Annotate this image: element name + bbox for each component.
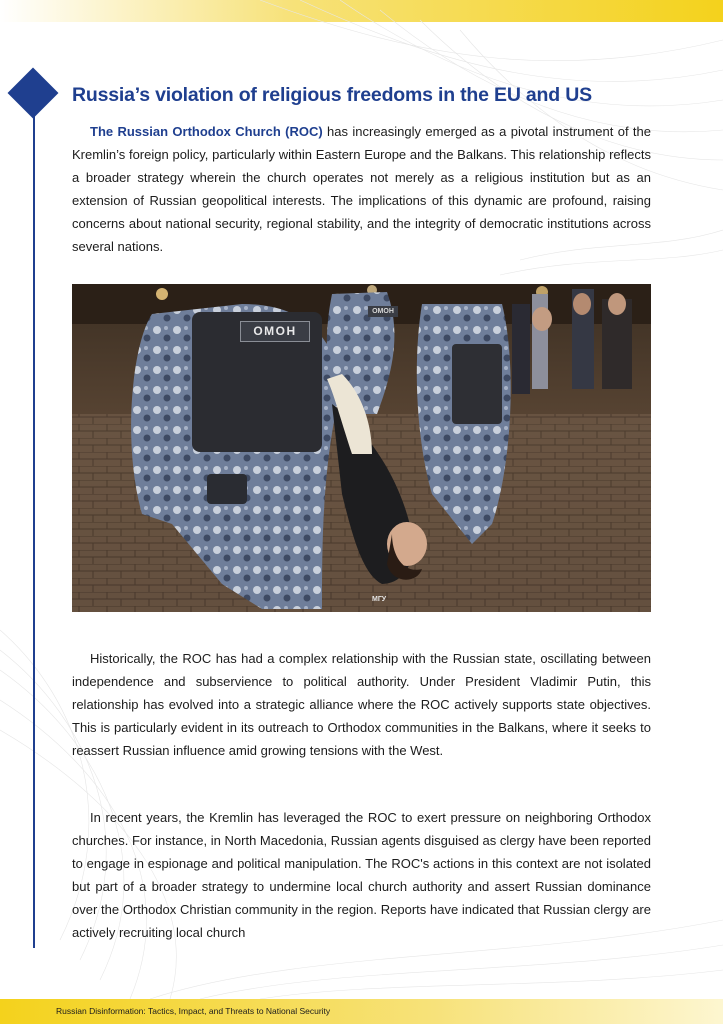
paragraph-history bbox=[72, 647, 651, 762]
section-title: Russia’s violation of religious freedoms in the EU and US bbox=[72, 84, 592, 106]
paragraph-history-text: Historically, the ROC has had a complex relationship with the Russian state, oscillating between independence and subservience to political authority. Under President Vladimir Putin, this relationship has evolved into a strategic alliance where the ROC actively supports state objectives. This is particularly evident in its outreach to Orthodox communities in the Balkans, where it seeks to reassert Russian influence amid growing tensions with the West. bbox=[72, 651, 651, 758]
paragraph-recent bbox=[72, 806, 651, 944]
protest-photo-illustration bbox=[72, 284, 651, 612]
photo-watermark: МГУ bbox=[372, 596, 387, 603]
paragraph-intro-text: has increasingly emerged as a pivotal instrument of the Kremlin’s foreign policy, particularly within Eastern Europe and the Balkans. This relationship reflects a broader strategy wherein the church operates not merely as a religious institution but as an extension of Russian geopolitical interests. The implications of this dynamic are profound, raising concerns about national security, regional stability, and the integrity of democratic institutions across several nations. bbox=[72, 124, 652, 254]
paragraph-intro bbox=[72, 120, 651, 258]
roc-highlight: The Russian Orthodox Church (ROC) bbox=[90, 124, 323, 139]
paragraph-recent-text: In recent years, the Kremlin has leveraged the ROC to exert pressure on neighboring Orthodox churches. For instance, in North Macedonia, Russian agents disguised as clergy have been reported to engage in espionage and political manipulation. The ROC's actions in this context are not isolated but part of a broader strategy to undermine local church authority and assert Russian dominance over the Orthodox Christian community in the region. Reports have indicated that Russian clergy are actively recruiting local church bbox=[72, 810, 651, 940]
omon-patch: ОМОН bbox=[240, 321, 310, 342]
section-vertical-rule bbox=[33, 110, 35, 948]
omon-patch-small: ОМОН bbox=[368, 306, 398, 317]
protest-photo bbox=[72, 284, 651, 612]
footer-text: Russian Disinformation: Tactics, Impact, and Threats to National Security bbox=[56, 1006, 331, 1016]
